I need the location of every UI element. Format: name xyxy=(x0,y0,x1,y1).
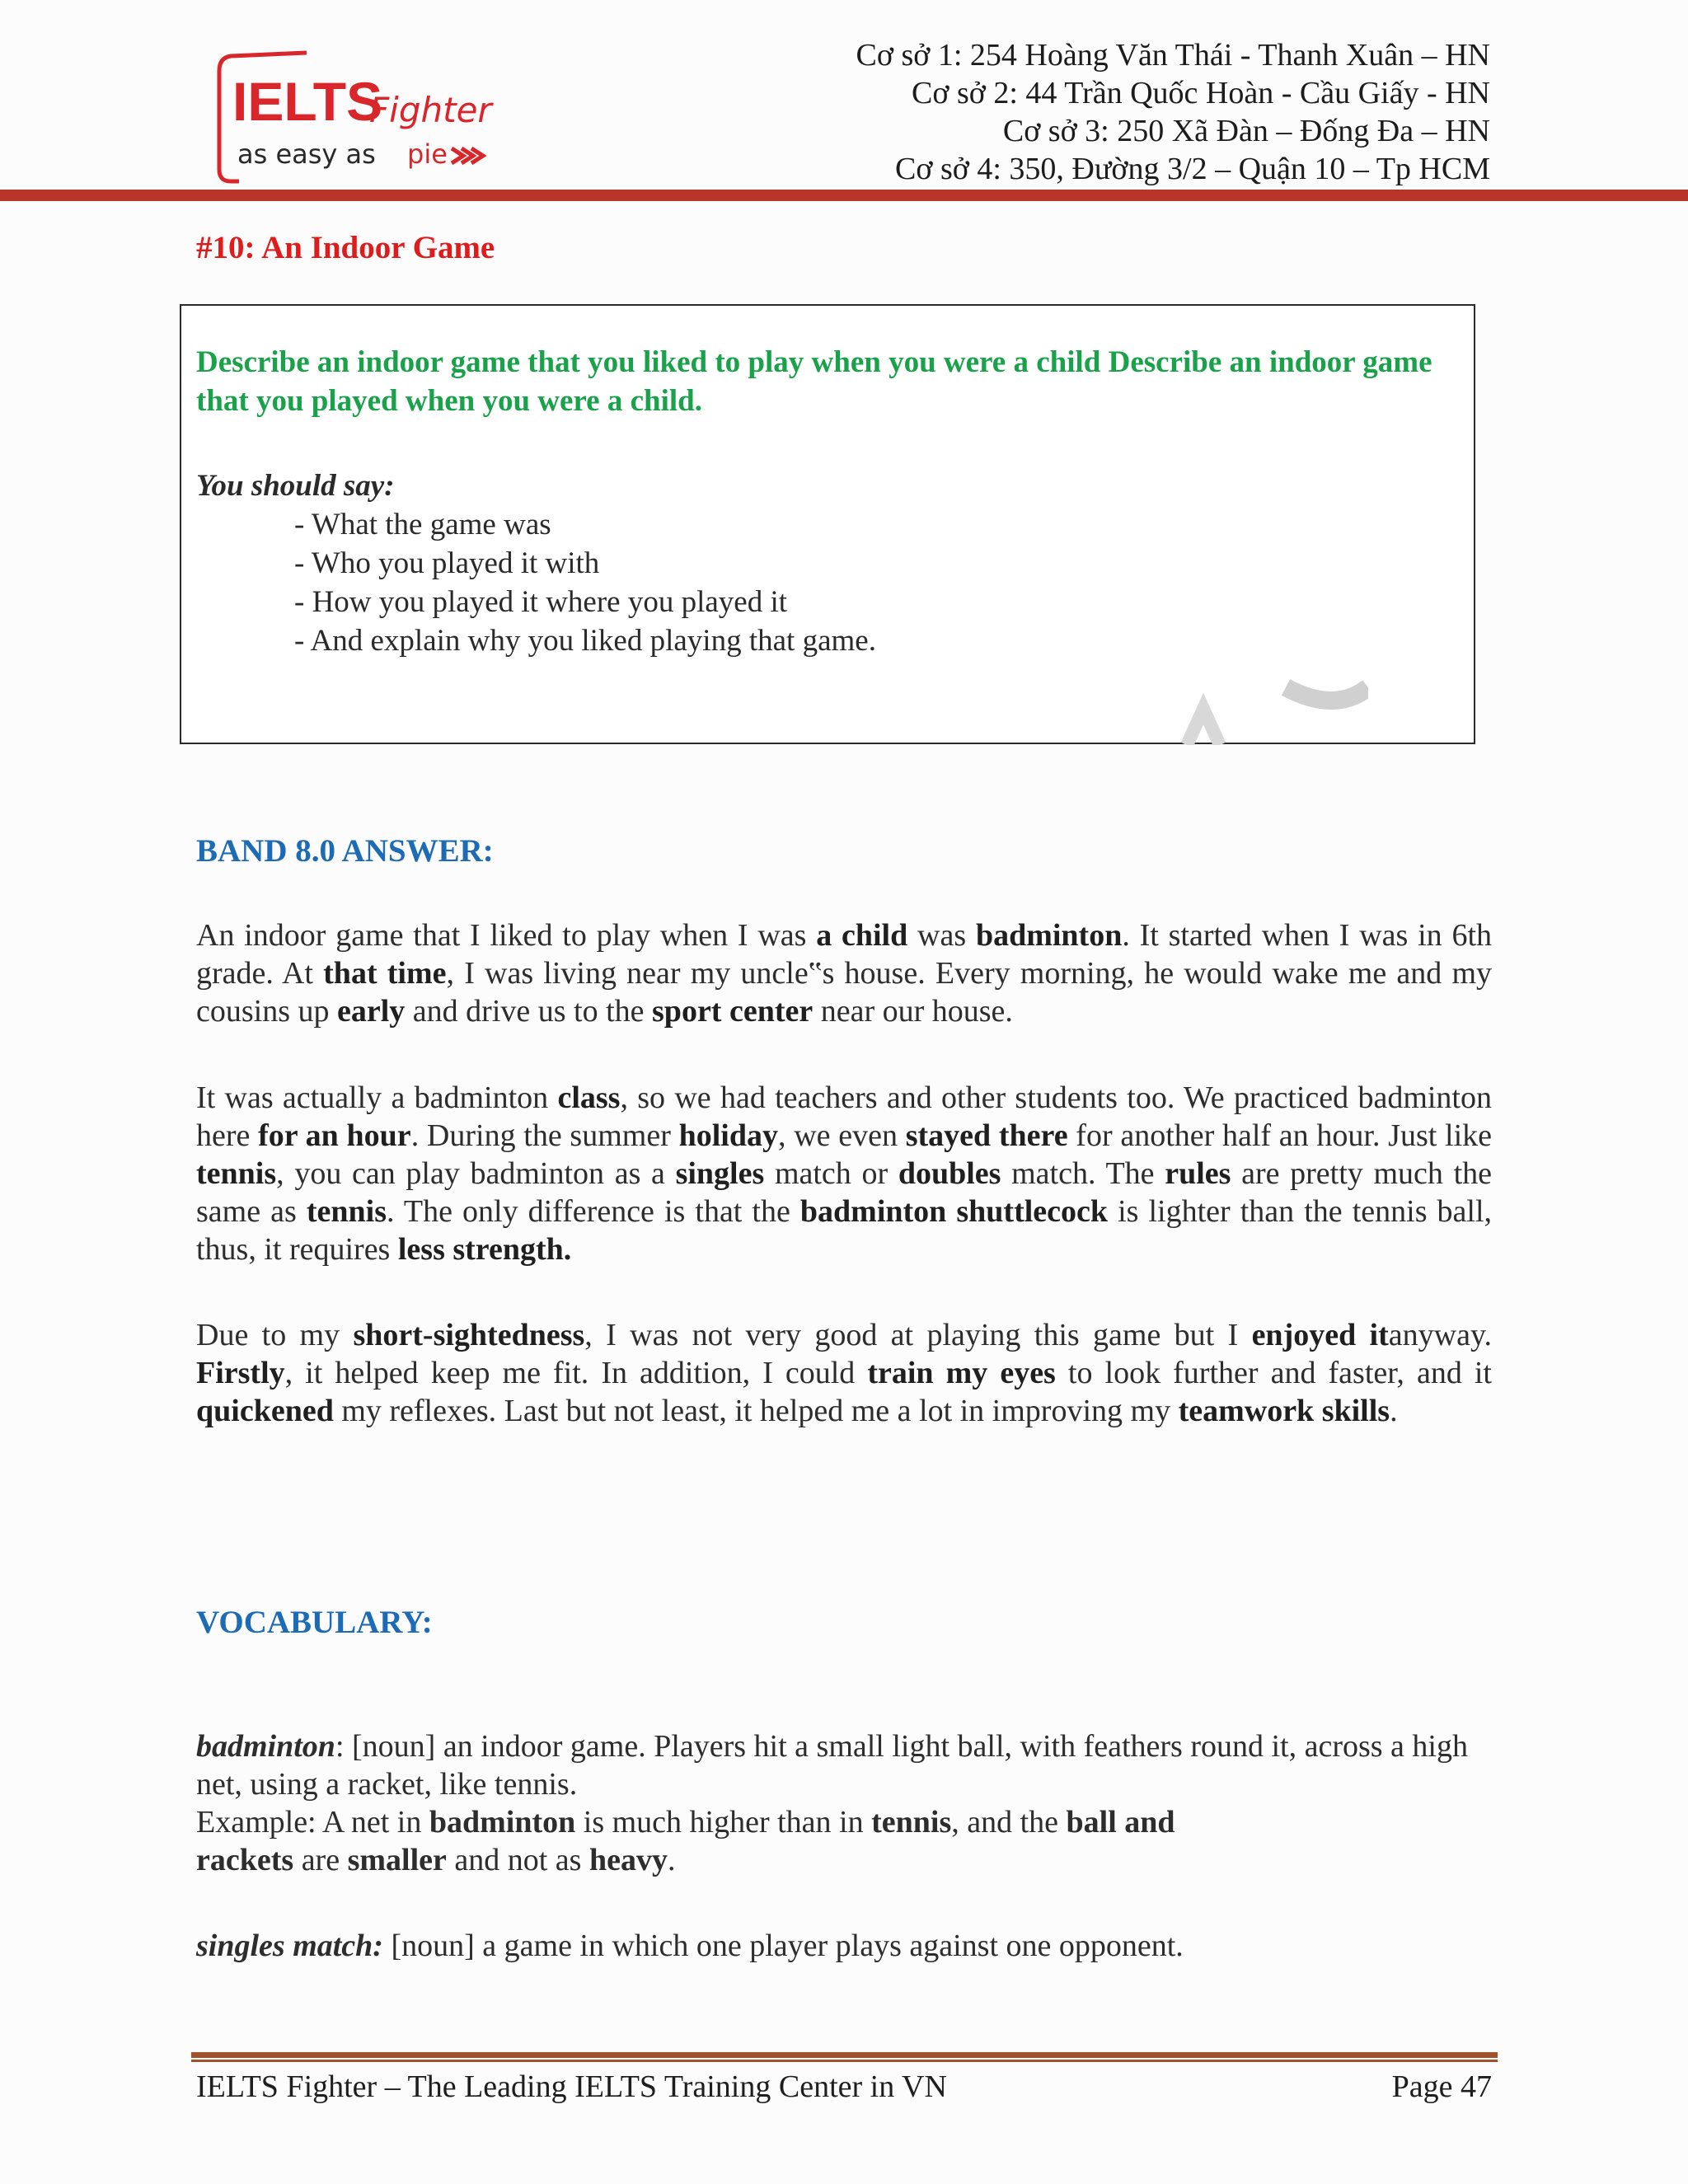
text-run: and drive us to the xyxy=(405,994,653,1029)
address-line: Cơ sở 2: 44 Trần Quốc Hoàn - Cầu Giấy - HN xyxy=(912,76,1490,110)
svg-text:Fighter: Fighter xyxy=(369,90,492,130)
text-run: was xyxy=(907,918,976,953)
highlighted-phrase: tennis xyxy=(196,1156,277,1191)
footer-divider xyxy=(191,2052,1498,2058)
answer-paragraph-1 xyxy=(196,916,1492,1030)
highlighted-phrase: stayed there xyxy=(905,1118,1068,1153)
text-run: , and the xyxy=(951,1805,1067,1840)
highlighted-phrase: class xyxy=(557,1080,621,1115)
highlighted-phrase: heavy xyxy=(588,1843,668,1877)
cue-card-item: - How you played it where you played it xyxy=(294,585,788,619)
highlighted-phrase: rules xyxy=(1165,1156,1231,1191)
highlighted-phrase: Firstly xyxy=(196,1356,285,1390)
footer-text: IELTS Fighter – The Leading IELTS Training Center in VN xyxy=(196,2069,947,2104)
page-number: Page 47 xyxy=(1391,2069,1492,2104)
highlighted-phrase: that time xyxy=(323,956,447,991)
text-run: , I was not very good at playing this game but I xyxy=(584,1318,1252,1352)
highlighted-phrase: less strength. xyxy=(397,1232,572,1267)
vocab-term: singles match: xyxy=(196,1929,383,1963)
text-run: . xyxy=(1390,1394,1398,1428)
text-run: Example: A net in xyxy=(196,1805,429,1840)
vocabulary-heading: VOCABULARY: xyxy=(196,1605,433,1640)
text-run: and not as xyxy=(446,1843,589,1877)
highlighted-phrase: enjoyed it xyxy=(1251,1318,1389,1352)
cue-card-item: - And explain why you liked playing that game. xyxy=(294,624,876,658)
address-line: Cơ sở 4: 350, Đường 3/2 – Quận 10 – Tp HCM xyxy=(895,152,1490,186)
text-run: [noun] a game in which one player plays against one opponent. xyxy=(382,1929,1184,1963)
highlighted-phrase: doubles xyxy=(898,1156,1001,1191)
text-run: are pretty much the same as xyxy=(196,1156,1492,1229)
svg-text:pie: pie xyxy=(407,138,448,170)
section-title: #10: An Indoor Game xyxy=(196,230,495,265)
highlighted-phrase: tennis xyxy=(871,1805,952,1840)
text-run: match. The xyxy=(1001,1156,1165,1191)
text-run: , it helped keep me fit. In addition, I could xyxy=(284,1356,868,1390)
highlighted-phrase: for an hour xyxy=(258,1118,411,1153)
footer-divider-thin xyxy=(191,2060,1498,2062)
text-run: my reflexes. Last but not least, it helped me a lot in improving my xyxy=(333,1394,1179,1428)
cue-card-question: Describe an indoor game that you liked to play when you were a child Describe an indoor game that you played when you were a child. xyxy=(196,345,1432,418)
text-run: , we even xyxy=(777,1118,906,1153)
text-run: to look further and faster, and it xyxy=(1055,1356,1492,1390)
text-run: for another half an hour. Just like xyxy=(1067,1118,1493,1153)
watermark-mark xyxy=(1170,676,1368,745)
text-run: are xyxy=(293,1843,348,1877)
svg-text:as easy as: as easy as xyxy=(237,138,376,170)
cue-card-item: - Who you played it with xyxy=(294,546,600,580)
text-run: match or xyxy=(764,1156,898,1191)
svg-text:IELTS: IELTS xyxy=(232,71,383,132)
highlighted-phrase: ball and xyxy=(1066,1805,1175,1840)
text-run: . xyxy=(667,1843,676,1877)
highlighted-phrase: smaller xyxy=(347,1843,447,1877)
vocab-entry-singles-match xyxy=(196,1927,1492,1965)
highlighted-phrase: singles xyxy=(675,1156,765,1191)
vocab-term: badminton xyxy=(196,1729,335,1764)
highlighted-phrase: badminton xyxy=(975,918,1123,953)
highlighted-phrase: short-sightedness xyxy=(353,1318,585,1352)
text-run: Due to my xyxy=(196,1318,354,1352)
text-run: , I was living near my uncle‟s house. Every morning, he would wake me and my cousins up xyxy=(196,956,1493,1029)
text-run: It was actually a badminton xyxy=(196,1080,558,1115)
text-run: anyway. xyxy=(1388,1318,1492,1352)
highlighted-phrase: badminton shuttlecock xyxy=(799,1194,1109,1229)
text-run: . During the summer xyxy=(410,1118,679,1153)
text-run: : [noun] an indoor game. Players hit a small light ball, with feathers round it, across a high net, using a racket, like tennis. xyxy=(196,1729,1468,1802)
address-list xyxy=(856,36,1491,188)
text-run: is much higher than in xyxy=(575,1805,872,1840)
highlighted-phrase: train my eyes xyxy=(867,1356,1056,1390)
highlighted-phrase: tennis xyxy=(306,1194,387,1229)
highlighted-phrase: holiday xyxy=(678,1118,778,1153)
cue-card-items xyxy=(294,505,876,660)
text-run: . It started when I was in 6th grade. At xyxy=(196,918,1492,991)
text-run: , you can play badminton as a xyxy=(276,1156,676,1191)
text-run: near our house. xyxy=(813,994,1013,1029)
cue-card-should-say: You should say: xyxy=(196,469,395,503)
text-run: , so we had teachers and other students too. We practiced badminton here xyxy=(196,1080,1492,1153)
text-run: is lighter than the tennis ball, thus, it requires xyxy=(196,1194,1493,1267)
text-run: . The only difference is that the xyxy=(387,1194,800,1229)
band-answer-heading: BAND 8.0 ANSWER: xyxy=(196,833,494,869)
vocab-entry-badminton xyxy=(196,1727,1492,1803)
highlighted-phrase: early xyxy=(337,994,406,1029)
address-line: Cơ sở 1: 254 Hoàng Văn Thái - Thanh Xuân – HN xyxy=(856,38,1490,73)
answer-paragraph-3 xyxy=(196,1316,1492,1430)
highlighted-phrase: teamwork skills xyxy=(1178,1394,1390,1428)
vocab-example-badminton xyxy=(196,1803,1492,1879)
highlighted-phrase: sport center xyxy=(652,994,814,1029)
highlighted-phrase: badminton xyxy=(429,1805,576,1840)
answer-paragraph-2 xyxy=(196,1079,1492,1268)
cue-card-item: - What the game was xyxy=(294,508,551,541)
address-line: Cơ sở 3: 250 Xã Đàn – Đống Đa – HN xyxy=(1002,114,1490,148)
highlighted-phrase: rackets xyxy=(196,1843,294,1877)
highlighted-phrase: quickened xyxy=(196,1394,334,1428)
header-divider xyxy=(0,190,1688,201)
ielts-fighter-logo xyxy=(208,48,521,188)
text-run: An indoor game that I liked to play when I was xyxy=(196,918,817,953)
highlighted-phrase: a child xyxy=(816,918,908,953)
